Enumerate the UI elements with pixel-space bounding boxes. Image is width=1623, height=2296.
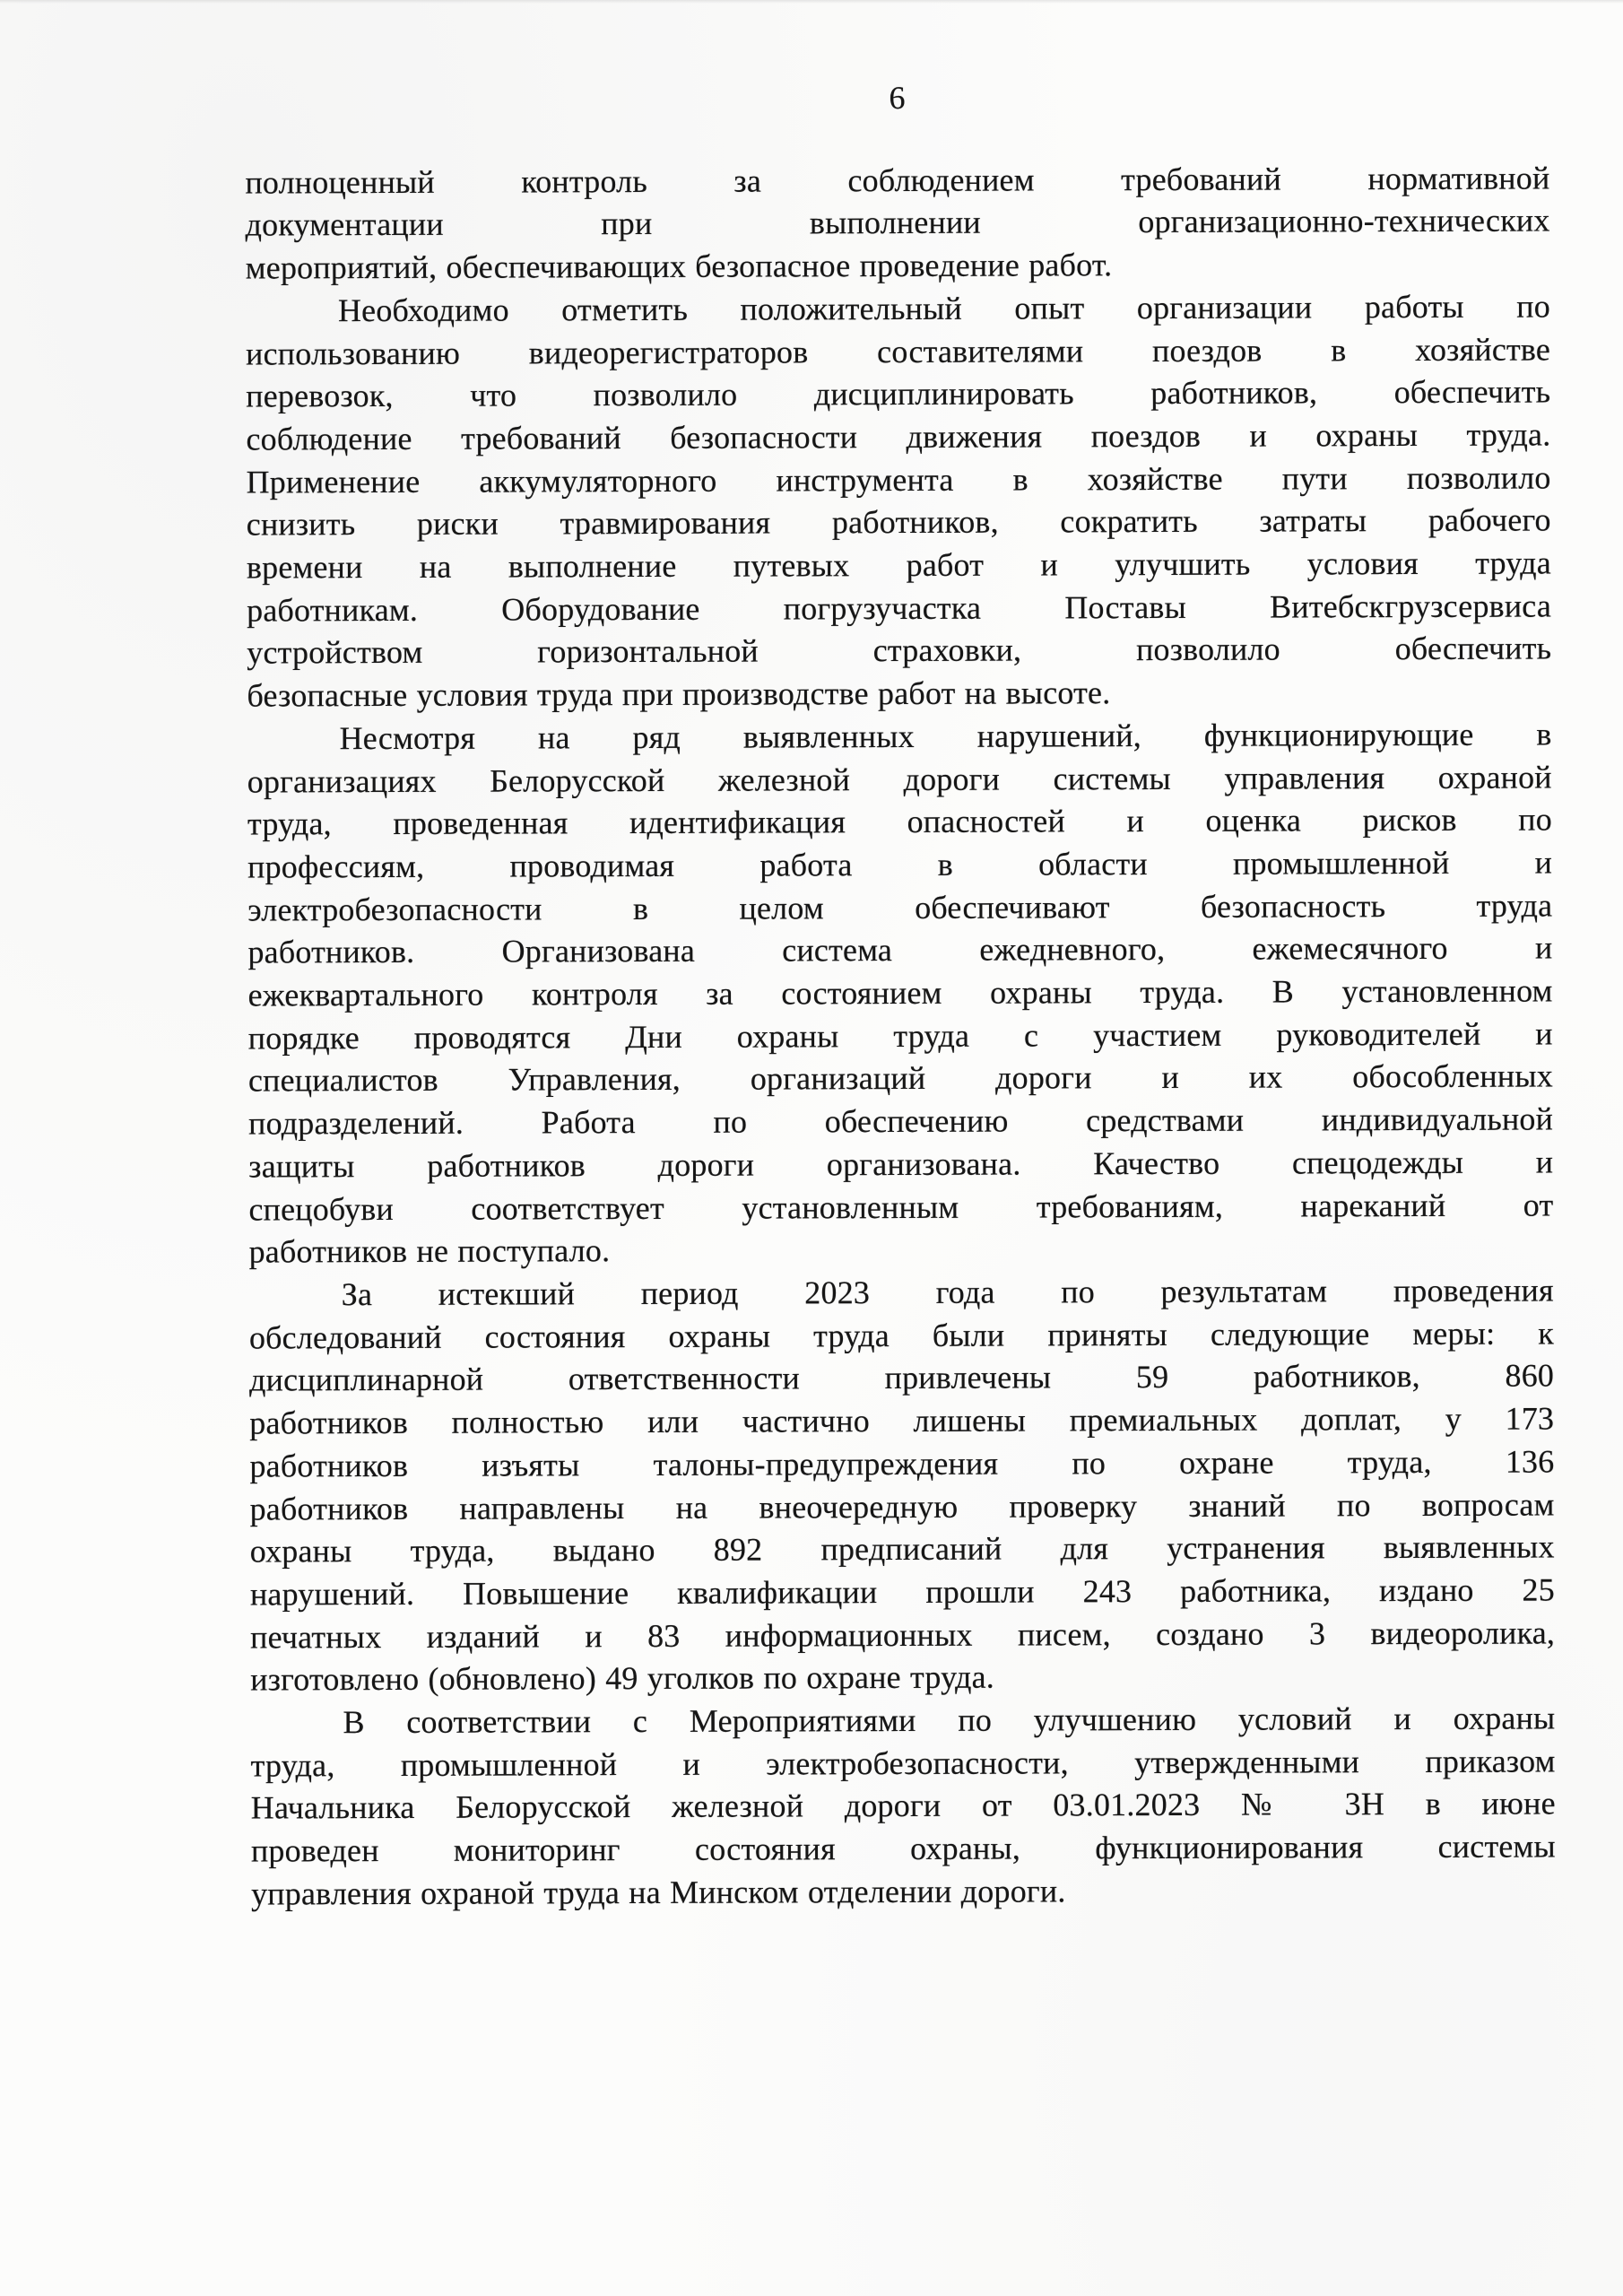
text-line: дисциплинарной ответственности привлечены 59 работников, 860 (248, 1357, 1555, 1398)
text-line: безопасные условия труда при производстве работ на высоте. (247, 674, 1111, 714)
text-line: управления охраной труда на Минском отделении дороги. (250, 1873, 1066, 1912)
page-number: 6 (889, 79, 906, 117)
text-line: порядке проводятся Дни охраны труда с участием руководителей и (247, 1015, 1553, 1057)
text-line: труда, проведенная идентификация опасностей и оценка рисков по (247, 801, 1552, 842)
text-line: подразделений. Работа по обеспечению средствами индивидуальной (247, 1100, 1554, 1142)
paragraph (250, 1697, 1556, 1916)
text-line: работников полностью или частично лишены премиальных доплат, у 173 (249, 1400, 1555, 1441)
text-line: охраны труда, выдано 892 предписаний для устранения выявленных (249, 1528, 1555, 1570)
text-line: спецобуви соответствует установленным требованиям, нареканий от (248, 1187, 1554, 1228)
text-line: специалистов Управления, организаций дороги и их обособленных (247, 1057, 1553, 1100)
paragraph (246, 285, 1552, 718)
text-line: В соответствии с Мероприятиями по улучшению условий и охраны (343, 1700, 1556, 1741)
text-line: документации при выполнении организационно-технических (245, 202, 1550, 243)
text-line: электробезопасности в целом обеспечивают безопасность труда (247, 887, 1553, 928)
paragraph (245, 157, 1549, 290)
text-line: времени на выполнение путевых работ и улучшить условия труда (246, 544, 1551, 586)
text-line: работников не поступало. (248, 1232, 611, 1270)
text-line: работникам. Оборудование погрузучастка Поставы Витебскгрузсервиса (247, 587, 1552, 629)
text-line: обследований состояния охраны труда были приняты следующие меры: к (248, 1315, 1554, 1356)
text-line: профессиям, проводимая работа в области промышленной и (247, 844, 1553, 885)
text-line: За истекший период 2023 года по результатам проведения (341, 1272, 1554, 1313)
text-line: ежеквартального контроля за состоянием охраны труда. В установленном (247, 972, 1553, 1013)
scan-edge-shadow (0, 0, 1623, 4)
text-line: Начальника Белорусской железной дороги от 03.01.2023 № 3Н в июне (250, 1785, 1556, 1826)
text-line: труда, промышленной и электробезопасности, утвержденными приказом (250, 1743, 1556, 1784)
text-line: Необходимо отметить положительный опыт организации работы по (337, 288, 1550, 328)
text-line: организациях Белорусской железной дороги системы управления охраной (247, 759, 1552, 800)
text-line: устройством горизонтальной страховки, позволило обеспечить (247, 630, 1552, 671)
paragraph (249, 1269, 1556, 1701)
text-line: Применение аккумуляторного инструмента в хозяйстве пути позволило (246, 459, 1551, 500)
text-line: работников направлены на внеочередную проверку знаний по вопросам (249, 1485, 1555, 1527)
text-line: полноценный контроль за соблюдением требований нормативной (245, 160, 1550, 201)
paragraph (247, 713, 1553, 1274)
text-line: работников изъяты талоны-предупреждения по охране труда, 136 (249, 1443, 1555, 1484)
text-line: мероприятий, обеспечивающих безопасное проведение работ. (245, 247, 1113, 286)
text-line: проведен мониторинг состояния охраны, функционирования системы (250, 1828, 1556, 1869)
text-line: печатных изданий и 83 информационных писем, создано 3 видеоролика, (249, 1614, 1556, 1656)
text-line: снизить риски травмирования работников, сократить затраты рабочего (246, 501, 1551, 543)
text-line: соблюдение требований безопасности движения поездов и охраны труда. (246, 416, 1551, 457)
text-line: нарушений. Повышение квалификации прошли 243 работника, издано 25 (249, 1571, 1555, 1613)
document-text (245, 157, 1556, 1916)
text-line: изготовлено (обновлено) 49 уголков по охране труда. (250, 1658, 995, 1698)
text-line: Несмотря на ряд выявленных нарушений, функционирующие в (339, 716, 1552, 757)
text-line: работников. Организована система ежедневного, ежемесячного и (247, 929, 1553, 970)
document-page (245, 74, 1556, 1916)
text-line: перевозок, что позволило дисциплинировать работников, обеспечить (246, 373, 1551, 414)
text-line: защиты работников дороги организована. Качество спецодежды и (248, 1144, 1554, 1185)
text-line: использованию видеорегистраторов составителями поездов в хозяйстве (246, 330, 1551, 372)
